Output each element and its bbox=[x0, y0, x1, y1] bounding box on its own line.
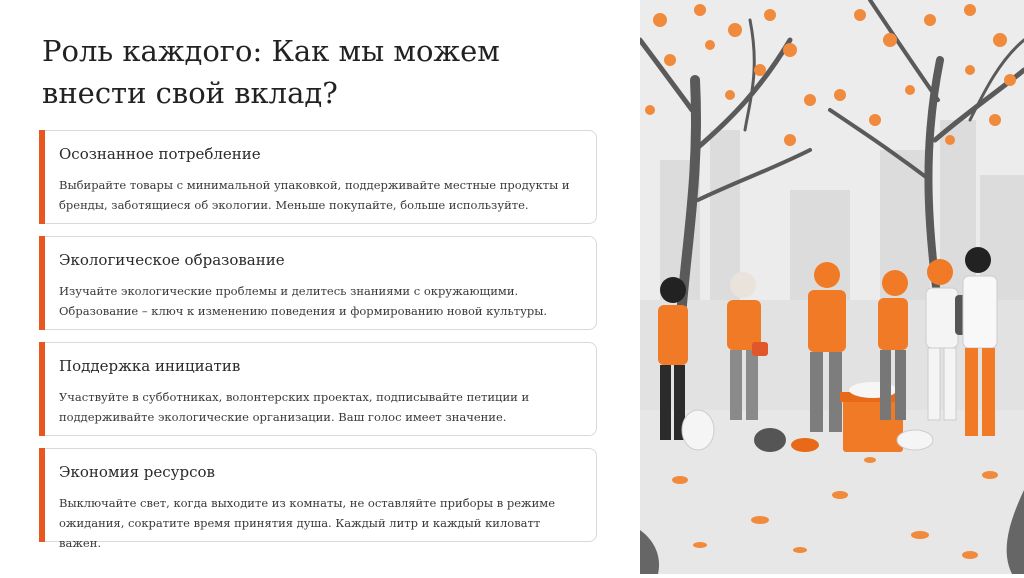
card-title: Экологическое образование bbox=[59, 251, 285, 269]
card-conscious-consumption bbox=[39, 130, 597, 224]
card-text: Выбирайте товары с минимальной упаковкой, поддерживайте местные продукты и бренды, заботящиеся об экологии. Меньше покупайте, больше используйте. bbox=[59, 178, 570, 212]
card-eco-education bbox=[39, 236, 597, 330]
card-text: Изучайте экологические проблемы и делитесь знаниями с окружающими. Образование – ключ к изменению поведения и формированию новой культуры. bbox=[59, 284, 548, 318]
card-text: Выключайте свет, когда выходите из комнаты, не оставляйте приборы в режиме ожидания, сократите время принятия душа. Каждый литр и каждый киловатт важен. bbox=[59, 496, 556, 550]
volunteers-cleanup-illustration bbox=[640, 0, 1024, 574]
card-support-initiatives bbox=[39, 342, 597, 436]
card-resource-saving bbox=[39, 448, 597, 550]
card-title: Осознанное потребление bbox=[59, 145, 261, 163]
card-text: Участвуйте в субботниках, волонтерских проектах, подписывайте петиции и поддерживайте экологические организации. Ваш голос имеет значение. bbox=[59, 390, 530, 424]
card-title: Поддержка инициатив bbox=[59, 357, 241, 375]
card-title: Экономия ресурсов bbox=[59, 463, 215, 481]
slide-title: Роль каждого: Как мы можем внести свой вклад? bbox=[42, 34, 500, 110]
